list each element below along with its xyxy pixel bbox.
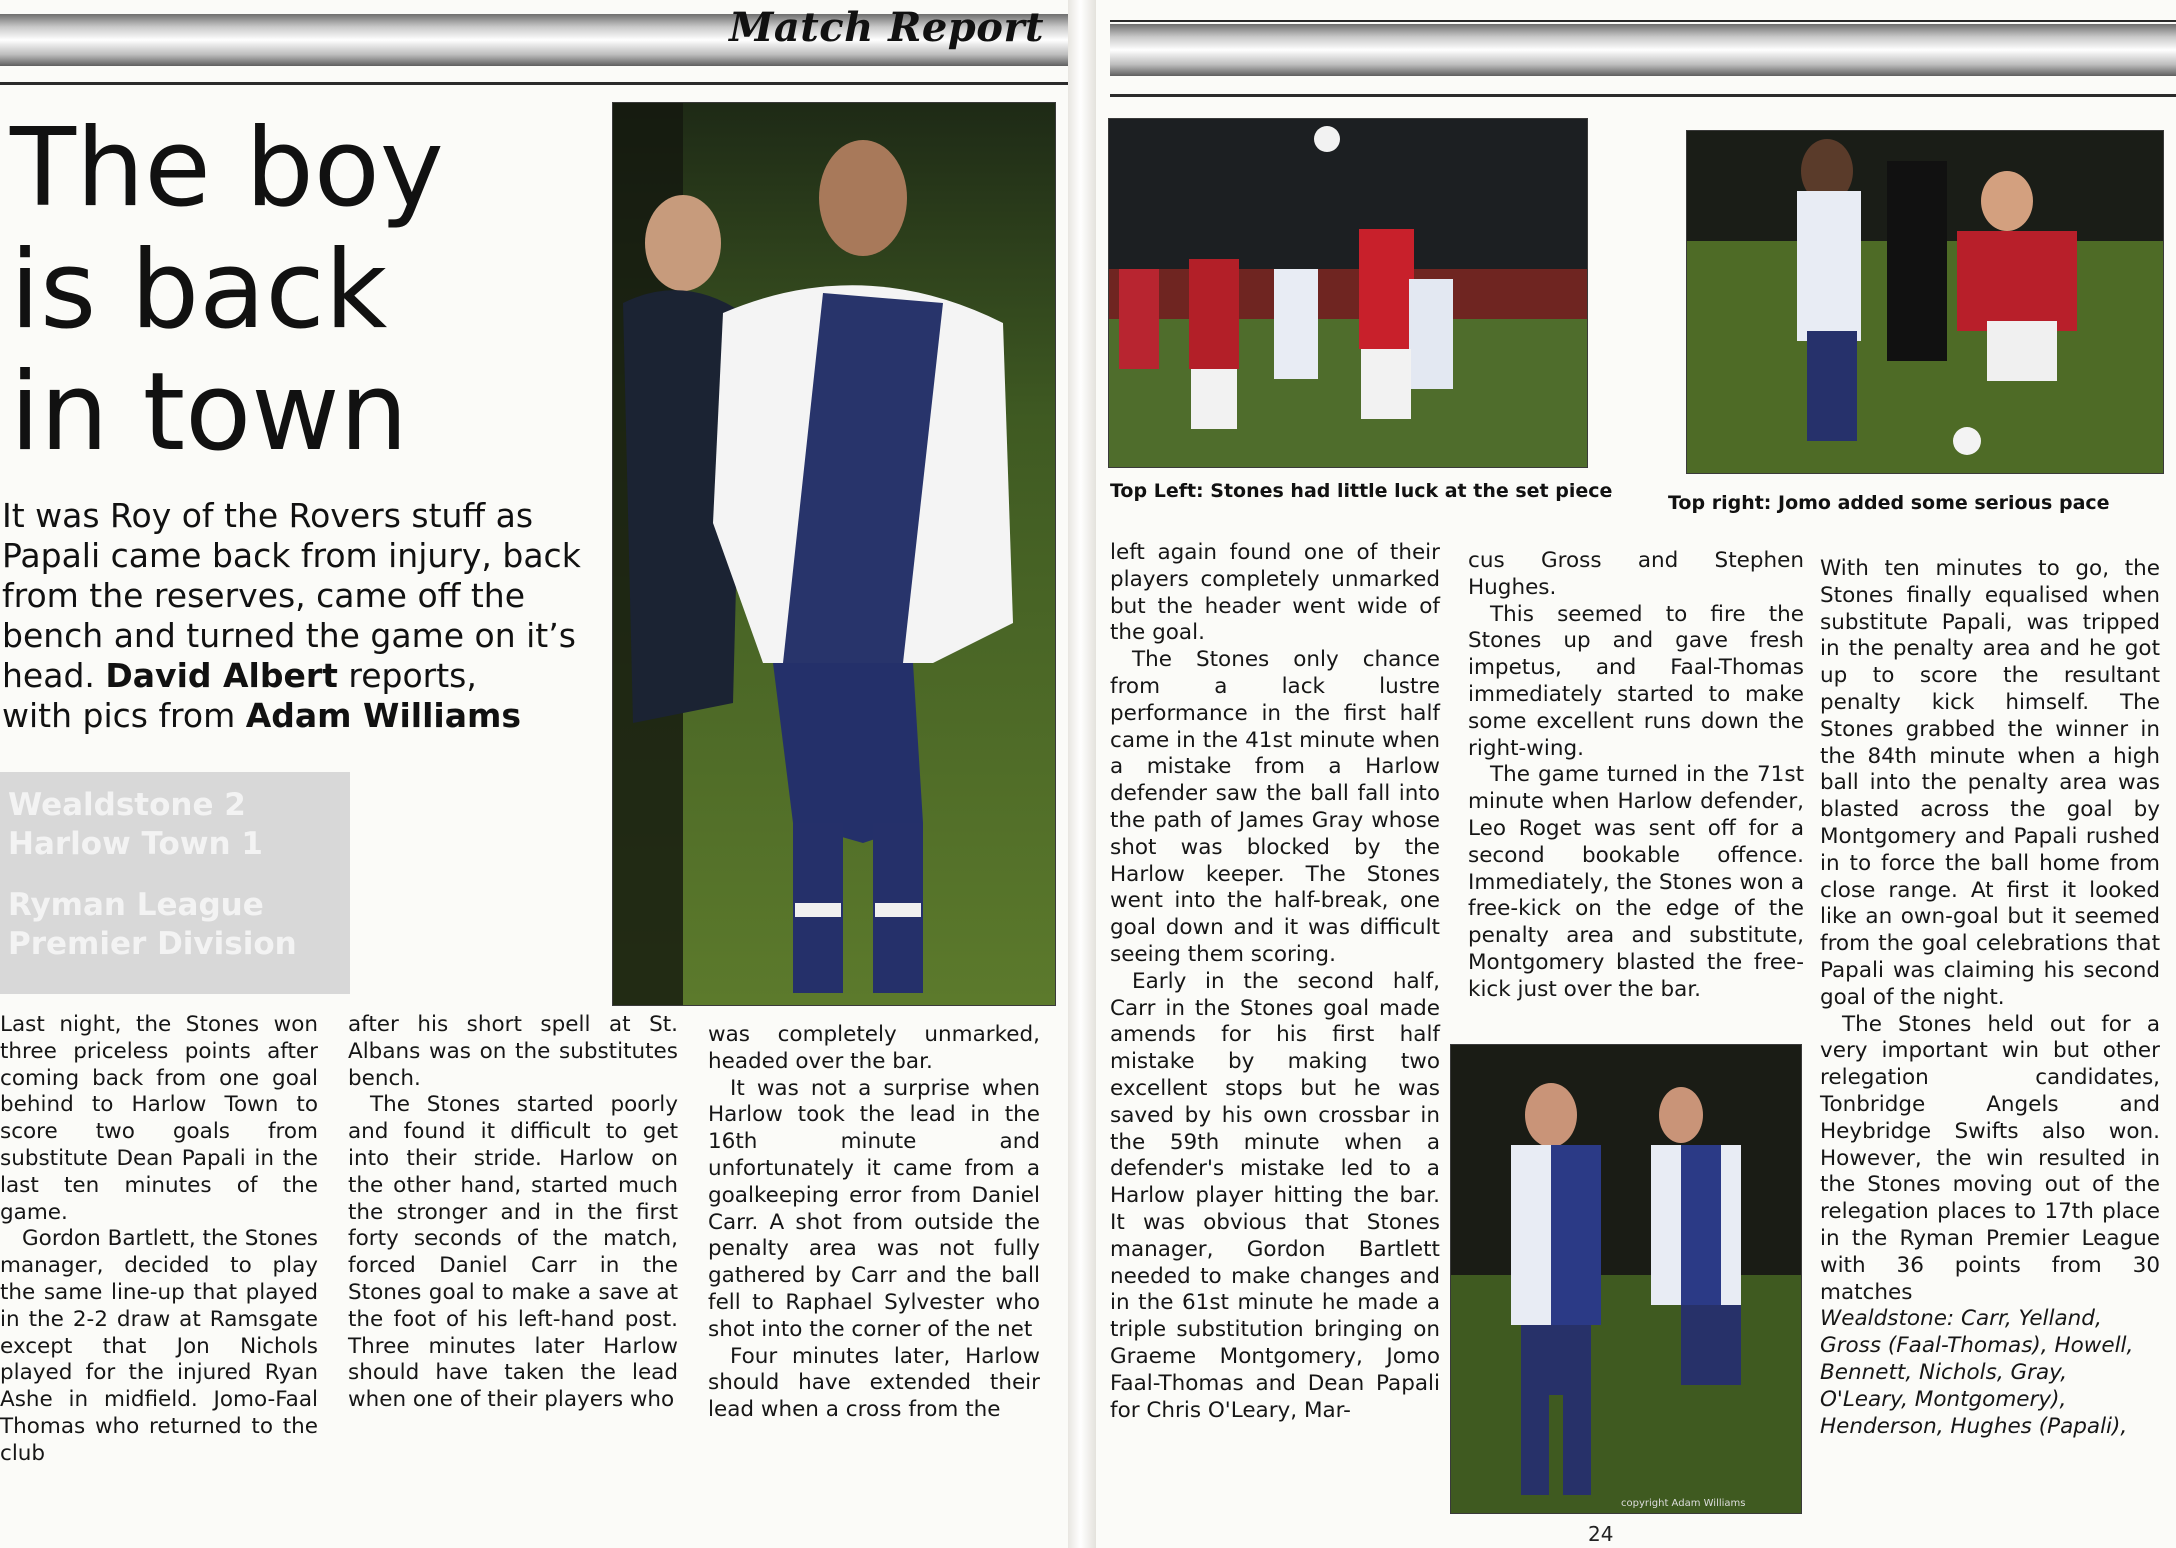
- headline: [10, 108, 590, 474]
- header-rule: [1110, 20, 2176, 22]
- team-lineup: Wealdstone: Carr, Yelland, Gross (Faal-Thomas), Howell, Bennett, Nichols, Gray, O'Leary, Montgomery), Henderson, Hughes (Papali),: [1820, 1306, 2134, 1439]
- paragraph: cus Gross and Stephen Hughes.: [1468, 548, 1804, 600]
- paragraph: Four minutes later, Harlow should have extended their lead when a cross from the: [708, 1343, 1040, 1423]
- paragraph: With ten minutes to go, the Stones finally equalised when substitute Papali, was tripped in the penalty area and he got up to score the resultant penalty kick himself. The Stones grabbed the winner in the 84th minute when a high ball into the penalty area was blasted across the goal by Montgomery and Papali rushed in to force the ball home from close range. At first it looked like an own-goal but it seemed from the goal celebrations that Papali was claiming his second goal of the night.: [1820, 556, 2160, 1010]
- set-piece-photo: [1108, 118, 1588, 468]
- left-page: [0, 0, 1068, 1548]
- page-spine: [1068, 0, 1096, 1548]
- right-page: [1096, 0, 2176, 1548]
- article-column-6: [1820, 556, 2160, 1440]
- header-banner: [1110, 24, 2176, 76]
- paragraph: Gordon Bartlett, the Stones manager, decided to play the same line-up that played in the 2-2 draw at Ramsgate except that Jon Nichols played for the injured Ryan Ashe in midfield. Jomo-Faal Thomas who returned to the club: [0, 1226, 318, 1466]
- standfirst-reports: reports,: [348, 656, 477, 695]
- article-column-5: [1468, 548, 1804, 1004]
- article-column-2: [348, 1012, 678, 1414]
- headline-line: in town: [10, 350, 408, 475]
- paragraph: was completely unmarked, headed over the bar.: [708, 1022, 1040, 1074]
- paragraph: The Stones started poorly and found it difficult to get into their stride. Harlow on the other hand, started much the stronger and in the first forty seconds of the match, forced Daniel Carr in the Stones goal to make a save at the foot of his left-hand post. Three minutes later Harlow should have taken the lead when one of their players who: [348, 1092, 678, 1413]
- standfirst-with-pics: with pics from: [2, 696, 236, 735]
- jomo-pace-photo: [1686, 130, 2164, 474]
- caption-top-left: Top Left: Stones had little luck at the set piece: [1110, 480, 1613, 502]
- standfirst-text: It was Roy of the Rovers stuff as Papali came back from injury, back from the reserves, came off the bench and turned the game on it’s head.: [2, 496, 581, 695]
- page-number: 24: [1588, 1522, 1614, 1546]
- standfirst: [2, 496, 602, 736]
- competition-name: Ryman League: [8, 887, 264, 923]
- article-column-3: [708, 1022, 1040, 1424]
- paragraph: left again found one of their players completely unmarked but the header went wide of the goal.: [1110, 540, 1440, 646]
- photo-credit: copyright Adam Williams: [1621, 1498, 1746, 1509]
- paragraph: after his short spell at St. Albans was on the substitutes bench.: [348, 1012, 678, 1091]
- author-name: David Albert: [105, 656, 338, 695]
- celebration-photo: [1450, 1044, 1802, 1514]
- away-score: Harlow Town 1: [8, 826, 263, 862]
- paragraph: Early in the second half, Carr in the Stones goal made amends for his first half mistake by making two excellent stops but he was saved by his own crossbar in the 59th minute when a defender's mistake led to a Harlow player hitting the bar. It was obvious that Stones manager, Gordon Bartlett needed to make changes and in the 61st minute he made a triple substitution bringing on Graeme Montgomery, Jomo Faal-Thomas and Dean Papali for Chris O'Leary, Mar-: [1110, 968, 1440, 1423]
- headline-line: is back: [10, 228, 388, 353]
- header-rule: [0, 82, 1068, 85]
- caption-top-right: Top right: Jomo added some serious pace: [1668, 492, 2110, 514]
- home-score: Wealdstone 2: [8, 787, 246, 823]
- paragraph: The game turned in the 71st minute when Harlow defender, Leo Roget was sent off for a second bookable offence. Immediately, the Stones won a free-kick on the edge of the penalty area and substitute, Montgomery blasted the free-kick just over the bar.: [1468, 762, 1804, 1002]
- header-rule: [1110, 94, 2176, 97]
- paragraph: This seemed to fire the Stones up and gave fresh impetus, and Faal-Thomas immediately started to make some excellent runs down the right-wing.: [1468, 601, 1804, 761]
- paragraph: The Stones held out for a very important win but other relegation candidates, Tonbridge Angels and Heybridge Swifts also won. However, the win resulted in the Stones moving out of the relegation places to 17th place in the Ryman Premier League with 36 points from 30 matches: [1820, 1011, 2160, 1305]
- article-column-4: [1110, 540, 1440, 1424]
- paragraph: It was not a surprise when Harlow took the lead in the 16th minute and unfortunately it came from a goalkeeping error from Daniel Carr. A shot from outside the penalty area was not fully gathered by Carr and the ball fell to Raphael Sylvester who shot into the corner of the net: [708, 1075, 1040, 1342]
- competition-division: Premier Division: [8, 926, 297, 962]
- main-photo: [612, 102, 1056, 1006]
- photographer-name: Adam Williams: [245, 696, 521, 735]
- score-box: [0, 772, 350, 994]
- paragraph: Last night, the Stones won three priceless points after coming back from one goal behind to Harlow Town to score two goals from substitute Dean Papali in the last ten minutes of the game.: [0, 1012, 318, 1225]
- paragraph: The Stones only chance from a lack lustre performance in the first half came in the 41st minute when a mistake from a Harlow defender saw the ball fall into the path of James Gray whose shot was blocked by the Harlow keeper. The Stones went into the half-break, one goal down and it was difficult seeing them scoring.: [1110, 647, 1440, 967]
- section-label: Match Report: [729, 4, 1044, 51]
- headline-line: The boy: [10, 106, 444, 231]
- article-column-1: [0, 1012, 318, 1468]
